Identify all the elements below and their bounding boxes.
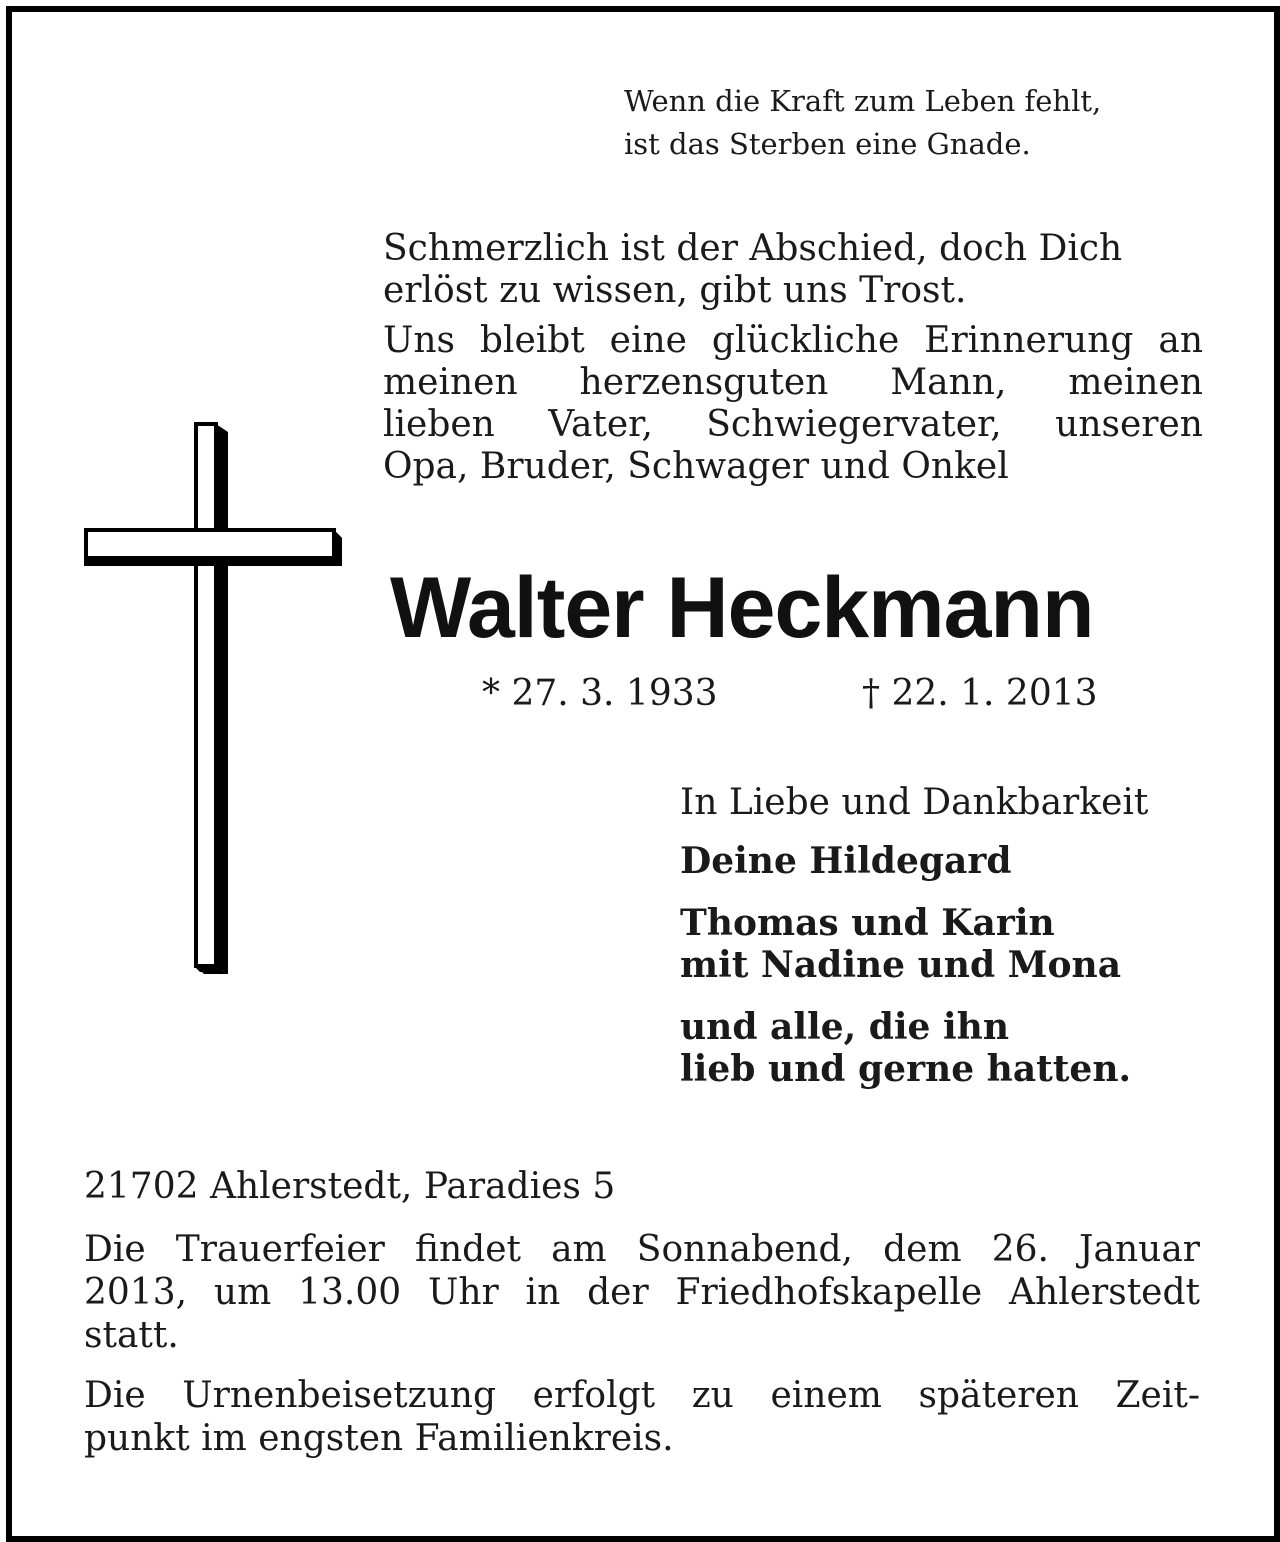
service-line: 2013, um 13.00 Uhr in der Friedhofskapelle Ahlerstedt xyxy=(84,1272,1200,1313)
motto-line: ist das Sterben eine Gnade. xyxy=(624,127,1031,161)
motto-verse xyxy=(624,80,1101,166)
address: 21702 Ahlerstedt, Paradies 5 xyxy=(84,1166,616,1207)
intro-paragraph xyxy=(383,228,1203,312)
intro-text xyxy=(383,228,1203,488)
birth-date: * 27. 3. 1933 xyxy=(482,673,718,714)
funeral-service-info xyxy=(84,1228,1200,1357)
family-signature-line: Thomas und Karin xyxy=(680,902,1055,944)
urn-line: punkt im engsten Familienkreis. xyxy=(84,1418,674,1459)
family-signature-line: mit Nadine und Mona xyxy=(680,944,1122,986)
death-date: † 22. 1. 2013 xyxy=(862,673,1098,714)
intro-line: meinen herzensguten Mann, meinen xyxy=(383,362,1203,403)
intro-line: Schmerzlich ist der Abschied, doch Dich xyxy=(383,228,1123,269)
urn-line: Die Urnenbeisetzung erfolgt zu einem späteren Zeit- xyxy=(84,1375,1200,1416)
intro-line: Opa, Bruder, Schwager und Onkel xyxy=(383,446,1009,487)
others-signature-line: und alle, die ihn xyxy=(680,1006,1010,1048)
service-line: Die Trauerfeier findet am Sonnabend, dem 26. Januar xyxy=(84,1229,1200,1270)
latin-cross-icon xyxy=(82,420,346,980)
intro-paragraph xyxy=(383,320,1203,488)
closing-phrase: In Liebe und Dankbarkeit xyxy=(680,782,1149,823)
motto-line: Wenn die Kraft zum Leben fehlt, xyxy=(624,84,1102,118)
service-line: statt. xyxy=(84,1315,179,1356)
intro-line: lieben Vater, Schwiegervater, unseren xyxy=(383,404,1203,445)
deceased-name: Walter Heckmann xyxy=(390,560,1094,656)
mourners-block xyxy=(680,782,1240,1090)
wife-signature: Deine Hildegard xyxy=(680,840,1012,882)
urn-burial-info xyxy=(84,1374,1200,1460)
intro-line: Uns bleibt eine glückliche Erinnerung an xyxy=(383,320,1203,361)
intro-line: erlöst zu wissen, gibt uns Trost. xyxy=(383,270,967,311)
others-signature-line: lieb und gerne hatten. xyxy=(680,1048,1132,1090)
